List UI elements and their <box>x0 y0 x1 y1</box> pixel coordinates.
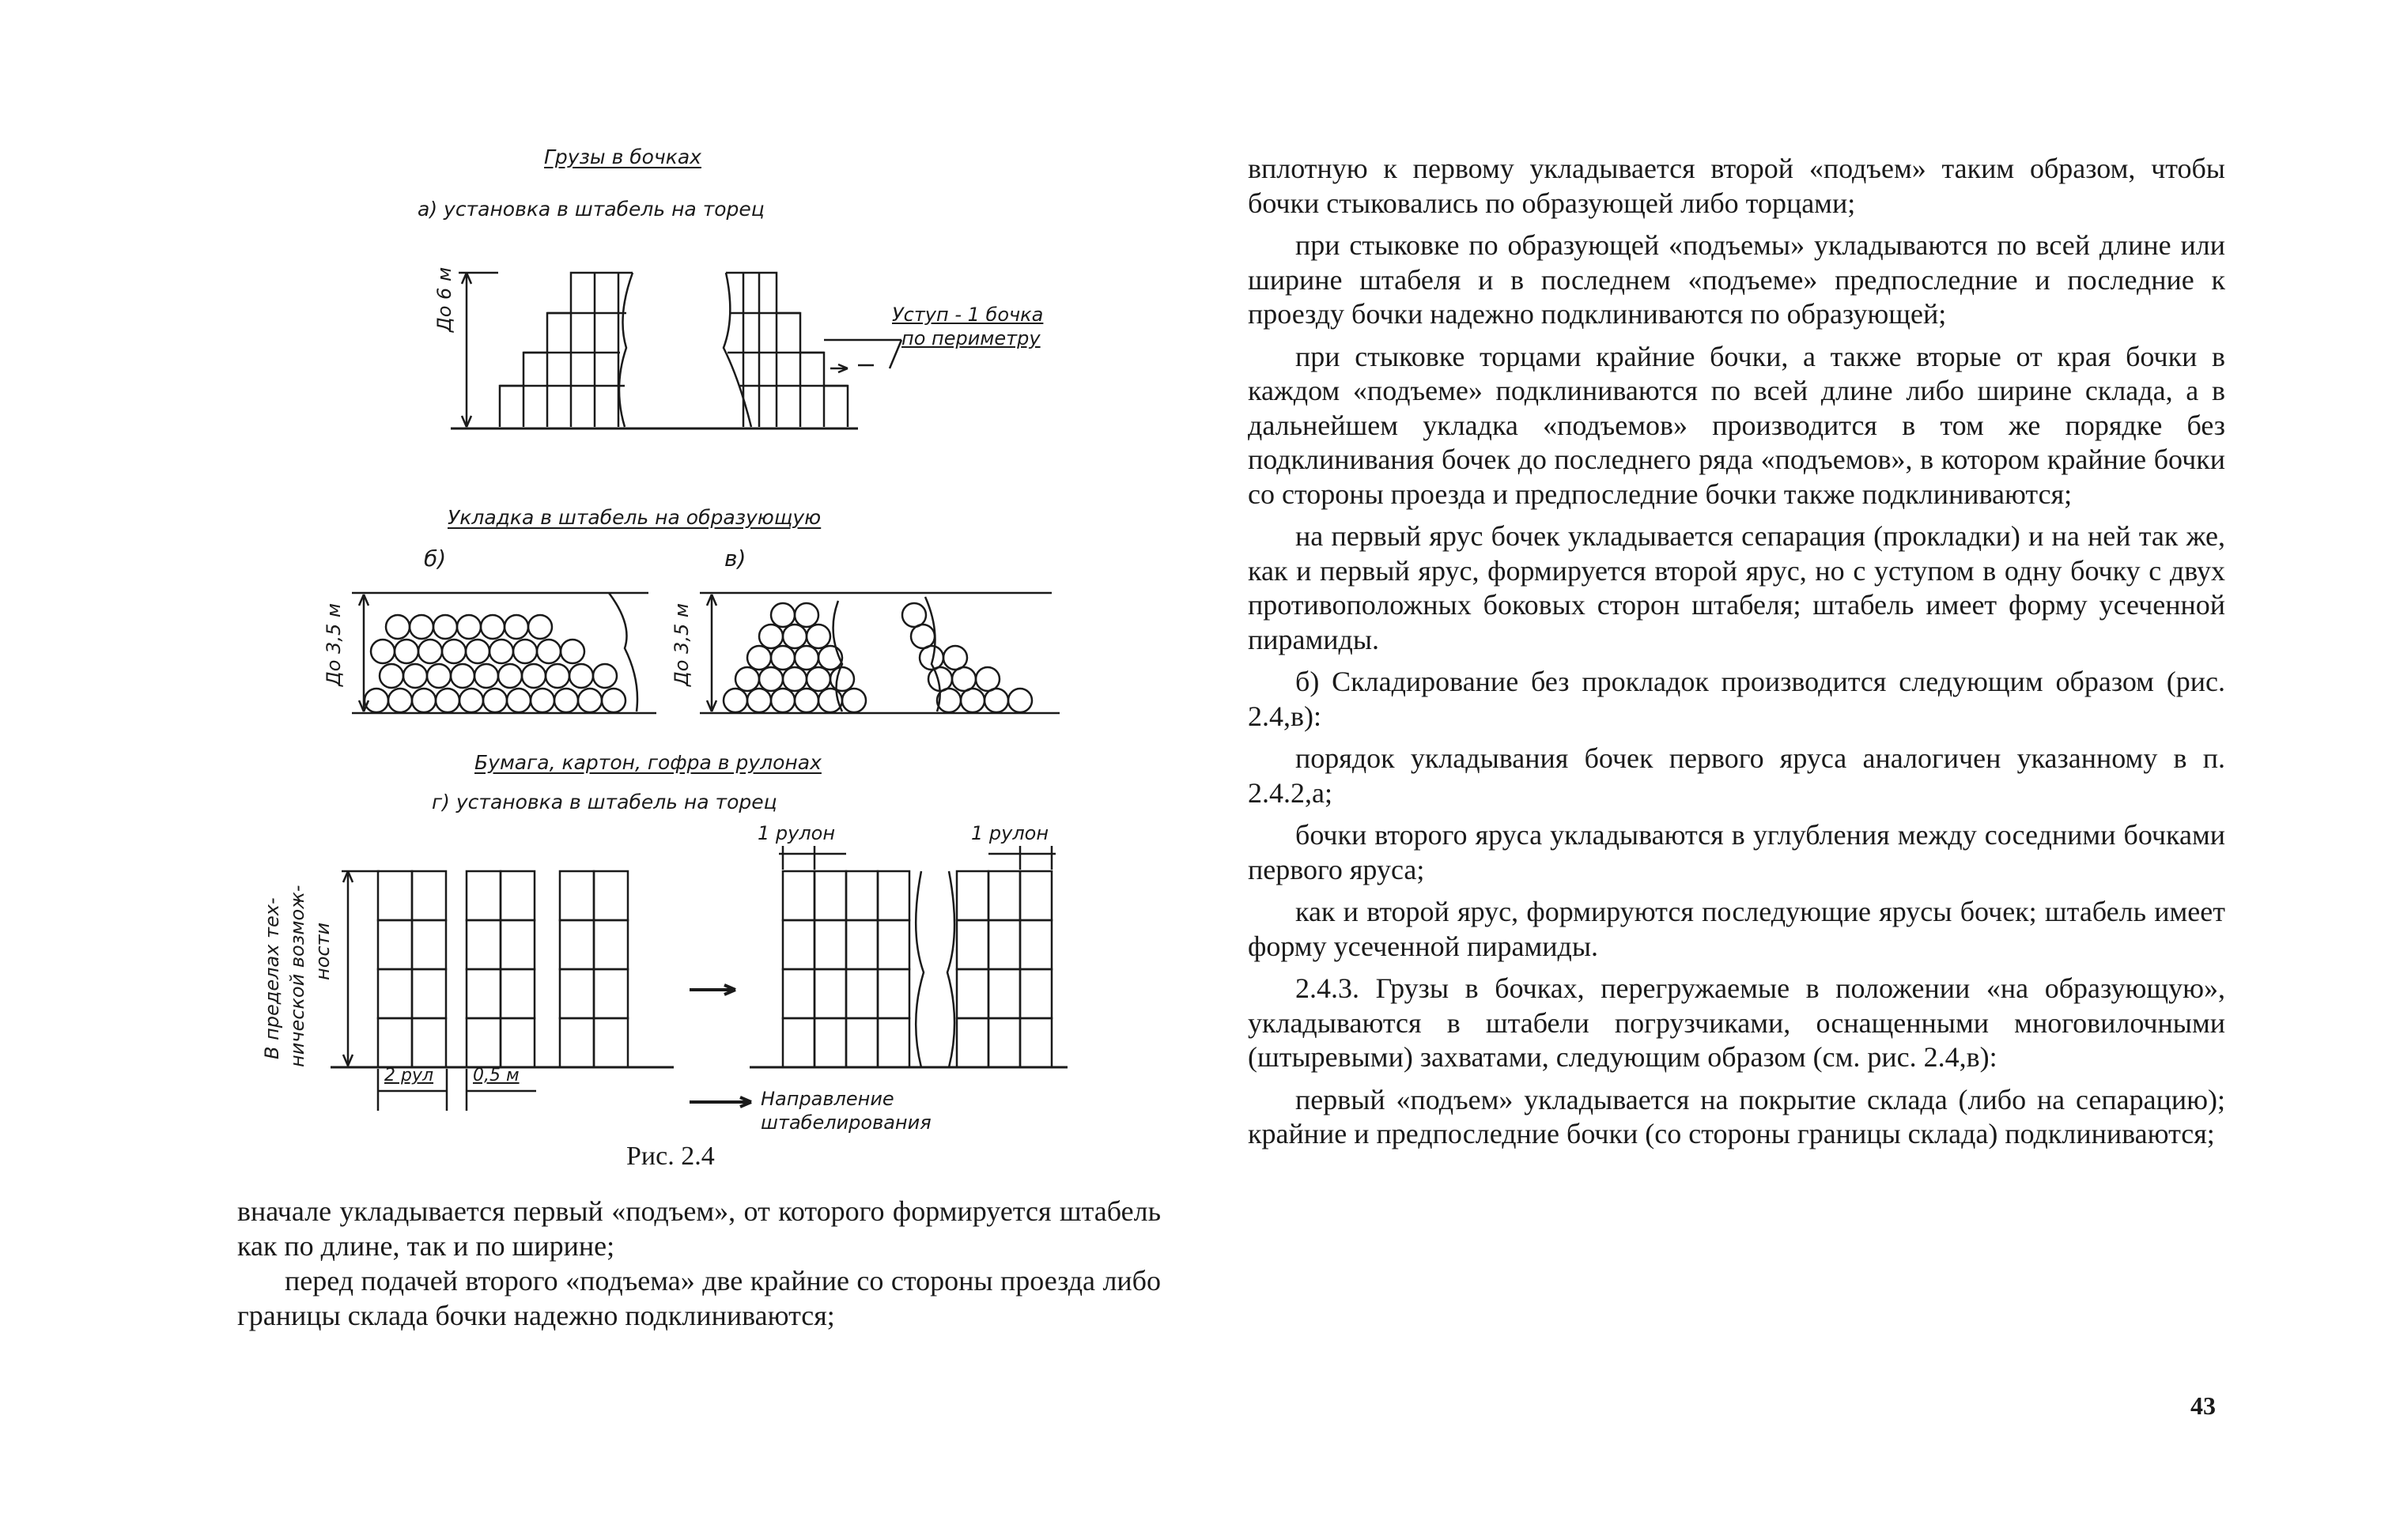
paragraph: при стыковке по образующей «подъемы» укладываются по всей длине или ширине штабеля и в последнем «подъеме» предпоследние и последние к проезду бочки надежно подклиниваются по образующей; <box>1248 229 2225 330</box>
barrel-circle <box>783 625 807 648</box>
barrel-circle <box>418 640 442 663</box>
barrel-circle <box>795 603 818 627</box>
barrel-circle <box>505 615 528 639</box>
barrel-circle <box>735 667 759 691</box>
barrel-circle <box>771 689 795 712</box>
paragraph: первый «подъем» укладывается на покрытие склада (либо на сепарацию); крайние и предпоследние бочки (со стороны границы склада) подклиниваются; <box>1248 1083 2225 1149</box>
left-column-text <box>237 1194 1161 1333</box>
label-35m-b: До 3,5 м <box>323 603 345 686</box>
barrel-circle <box>537 640 561 663</box>
barrel-circle <box>442 640 466 663</box>
roll-cell <box>878 969 909 1018</box>
roll-cell <box>560 1018 594 1067</box>
barrel-circle <box>386 615 410 639</box>
roll-cell <box>814 871 846 920</box>
roll-cell <box>783 871 814 920</box>
barrel-circle <box>371 640 395 663</box>
barrel-circle <box>395 640 418 663</box>
paragraph: вплотную к первому укладывается второй «подъем» таким образом, чтобы бочки стыковались по образующей либо торцами; <box>1248 153 2225 219</box>
diagram-v <box>700 593 1060 713</box>
barrel-circle <box>459 689 483 712</box>
roll-cell <box>560 920 594 969</box>
figure-title-paper-rolls: Бумага, картон, гофра в рулонах <box>474 751 822 774</box>
barrel-circle <box>593 664 617 688</box>
roll-cell <box>378 969 412 1018</box>
figure-sub-a: а) установка в штабель на торец <box>418 198 765 221</box>
barrel-circle <box>436 689 459 712</box>
barrel-circle <box>747 689 771 712</box>
diagram-b <box>352 593 656 713</box>
barrel-circle <box>1008 689 1032 712</box>
roll-cell <box>988 920 1020 969</box>
barrel-circle <box>842 689 866 712</box>
barrel-circle <box>466 640 489 663</box>
roll-cell <box>878 871 909 920</box>
label-dir-2: штабелирования <box>761 1112 932 1134</box>
label-dir-1: Направление <box>761 1088 894 1110</box>
figure-caption: Рис. 2.4 <box>626 1142 715 1171</box>
barrel-circle <box>830 667 854 691</box>
barrel-circle <box>513 640 537 663</box>
barrel-circle <box>507 689 531 712</box>
roll-cell <box>412 920 446 969</box>
roll-cell <box>501 871 535 920</box>
diagram-a <box>451 273 901 428</box>
roll-cell <box>412 1018 446 1067</box>
barrel-circle <box>569 664 593 688</box>
label-vert-1: В пределах тех- <box>261 897 283 1059</box>
break-line <box>916 871 954 1067</box>
roll-cell <box>878 1018 909 1067</box>
roll-cell <box>988 969 1020 1018</box>
letter-b: б) <box>424 545 447 572</box>
paragraph: при стыковке торцами крайние бочки, а также вторые от края бочки в каждом «подъеме» подклиниваются по всей длине либо ширине склада, а в дальнейшем укладка «подъемов» производится в том же порядке без подклинивания бочек до последнего ряда «подъемов», в котором крайние бочки со стороны проезда и предпоследние бочки также подклиниваются; <box>1248 340 2225 510</box>
figure-title-horizontal: Укладка в штабель на образующую <box>448 506 822 529</box>
roll-cell <box>814 920 846 969</box>
barrel-circle <box>433 615 457 639</box>
figure-title-barrels: Грузы в бочках <box>544 145 701 168</box>
barrel-circles-v <box>724 603 1032 712</box>
roll-cell <box>846 1018 878 1067</box>
barrel-circle <box>795 689 818 712</box>
figure-sub-g: г) установка в штабель на торец <box>432 791 777 813</box>
roll-cell <box>412 871 446 920</box>
barrel-circle <box>474 664 498 688</box>
roll-cell <box>378 920 412 969</box>
paragraph: вначале укладывается первый «подъем», от которого формируется штабель как по длине, так и по ширине; <box>237 1195 1161 1262</box>
barrel-circle <box>795 646 818 670</box>
label-ustup-1: Уступ - 1 бочка <box>892 304 1044 326</box>
barrel-circle <box>388 689 412 712</box>
roll-cell <box>783 969 814 1018</box>
label-ustup-2: по периметру <box>901 327 1041 349</box>
roll-cell <box>957 920 988 969</box>
barrel-circle <box>546 664 569 688</box>
roll-cell <box>1020 969 1052 1018</box>
barrel-circle <box>483 689 507 712</box>
roll-cell <box>501 1018 535 1067</box>
roll-cell <box>878 920 909 969</box>
roll-cell <box>846 920 878 969</box>
roll-cell <box>1020 871 1052 920</box>
barrel-circle <box>985 689 1008 712</box>
roll-cell <box>378 1018 412 1067</box>
roll-cell <box>846 871 878 920</box>
barrel-circle <box>451 664 474 688</box>
label-6m: До 6 м <box>433 266 455 332</box>
roll-cell <box>814 1018 846 1067</box>
roll-cell <box>467 871 501 920</box>
barrel-circle <box>943 646 967 670</box>
barrel-circle <box>489 640 513 663</box>
barrel-circle <box>783 667 807 691</box>
barrel-circle <box>771 646 795 670</box>
barrel-circle <box>911 625 935 648</box>
barrel-circle <box>457 615 481 639</box>
roll-cell <box>378 871 412 920</box>
barrel-circle <box>528 615 552 639</box>
label-rulon-2: 1 рулон <box>971 822 1049 844</box>
label-vert-3: ности <box>312 922 334 980</box>
barrel-circle <box>578 689 602 712</box>
roll-cell <box>594 1018 628 1067</box>
barrel-circle <box>427 664 451 688</box>
roll-cell <box>560 969 594 1018</box>
barrel-circle <box>807 625 830 648</box>
barrel-circle <box>759 625 783 648</box>
page-number: 43 <box>2190 1391 2216 1420</box>
label-rulon-1: 1 рулон <box>758 822 836 844</box>
roll-cell <box>501 920 535 969</box>
paragraph: б) Складирование без прокладок производится следующим образом (рис. 2.4,в): <box>1248 666 2225 732</box>
barrel-circle <box>771 603 795 627</box>
roll-cell <box>814 969 846 1018</box>
barrel-circle <box>498 664 522 688</box>
barrel-circle <box>759 667 783 691</box>
roll-cell <box>1020 1018 1052 1067</box>
barrel-circle <box>976 667 1000 691</box>
roll-cell <box>467 969 501 1018</box>
roll-cell <box>467 1018 501 1067</box>
roll-cell <box>594 969 628 1018</box>
barrel-circle <box>561 640 584 663</box>
barrel-circle <box>724 689 747 712</box>
roll-cell <box>783 920 814 969</box>
roll-cell <box>957 969 988 1018</box>
diagram-g <box>331 846 1068 1111</box>
barrel-circle <box>380 664 403 688</box>
paragraph: порядок укладывания бочек первого яруса аналогичен указанному в п. 2.4.2,а; <box>1248 742 2225 809</box>
roll-cell <box>783 1018 814 1067</box>
roll-cell <box>594 920 628 969</box>
letter-v: в) <box>724 545 746 572</box>
barrel-circle <box>531 689 554 712</box>
roll-cell <box>560 871 594 920</box>
label-vert-2: нической возмож- <box>286 885 308 1067</box>
barrel-circles-b <box>365 615 625 712</box>
roll-cell <box>467 920 501 969</box>
barrel-circle <box>412 689 436 712</box>
roll-cell <box>501 969 535 1018</box>
barrel-circle <box>554 689 578 712</box>
roll-cell <box>957 871 988 920</box>
roll-cell <box>988 871 1020 920</box>
paragraph: как и второй ярус, формируются последующие ярусы бочек; штабель имеет форму усеченной пирамиды. <box>1248 896 2225 962</box>
barrel-circle <box>481 615 505 639</box>
barrel-circle <box>410 615 433 639</box>
label-2rul: 2 рул <box>384 1066 434 1085</box>
barrel-circle <box>952 667 976 691</box>
roll-cell <box>988 1018 1020 1067</box>
barrel-circle <box>747 646 771 670</box>
barrel-circle <box>807 667 830 691</box>
roll-cell <box>957 1018 988 1067</box>
barrel-circle <box>522 664 546 688</box>
paragraph: на первый ярус бочек укладывается сепарация (прокладки) и на ней так же, как и первый ярус, формируется второй ярус, но с уступом в одну бочку с двух противоположных боковых сторон штабеля; штабель имеет форму усеченной пирамиды. <box>1248 520 2225 655</box>
barrel-circle <box>902 603 926 627</box>
barrel-circle <box>961 689 985 712</box>
barrel-circle <box>403 664 427 688</box>
label-35m-v: До 3,5 м <box>671 603 693 686</box>
roll-cell <box>1020 920 1052 969</box>
paragraph: бочки второго яруса укладываются в углубления между соседними бочками первого яруса; <box>1248 819 2225 885</box>
roll-cell <box>412 969 446 1018</box>
paragraph: перед подачей второго «подъема» две крайние со стороны проезда либо границы склада бочки надежно подклиниваются; <box>237 1265 1161 1331</box>
barrel-circle <box>602 689 625 712</box>
paragraph: 2.4.3. Грузы в бочках, перегружаемые в положении «на образующую», укладываются в штабели погрузчиками, оснащенными многовилочными (штыревыми) захватами, следующим образом (см. рис. 2.4,в): <box>1248 972 2225 1073</box>
label-05m: 0,5 м <box>473 1066 520 1085</box>
roll-cell <box>594 871 628 920</box>
right-column-text <box>1248 152 2225 1160</box>
roll-cell <box>846 969 878 1018</box>
